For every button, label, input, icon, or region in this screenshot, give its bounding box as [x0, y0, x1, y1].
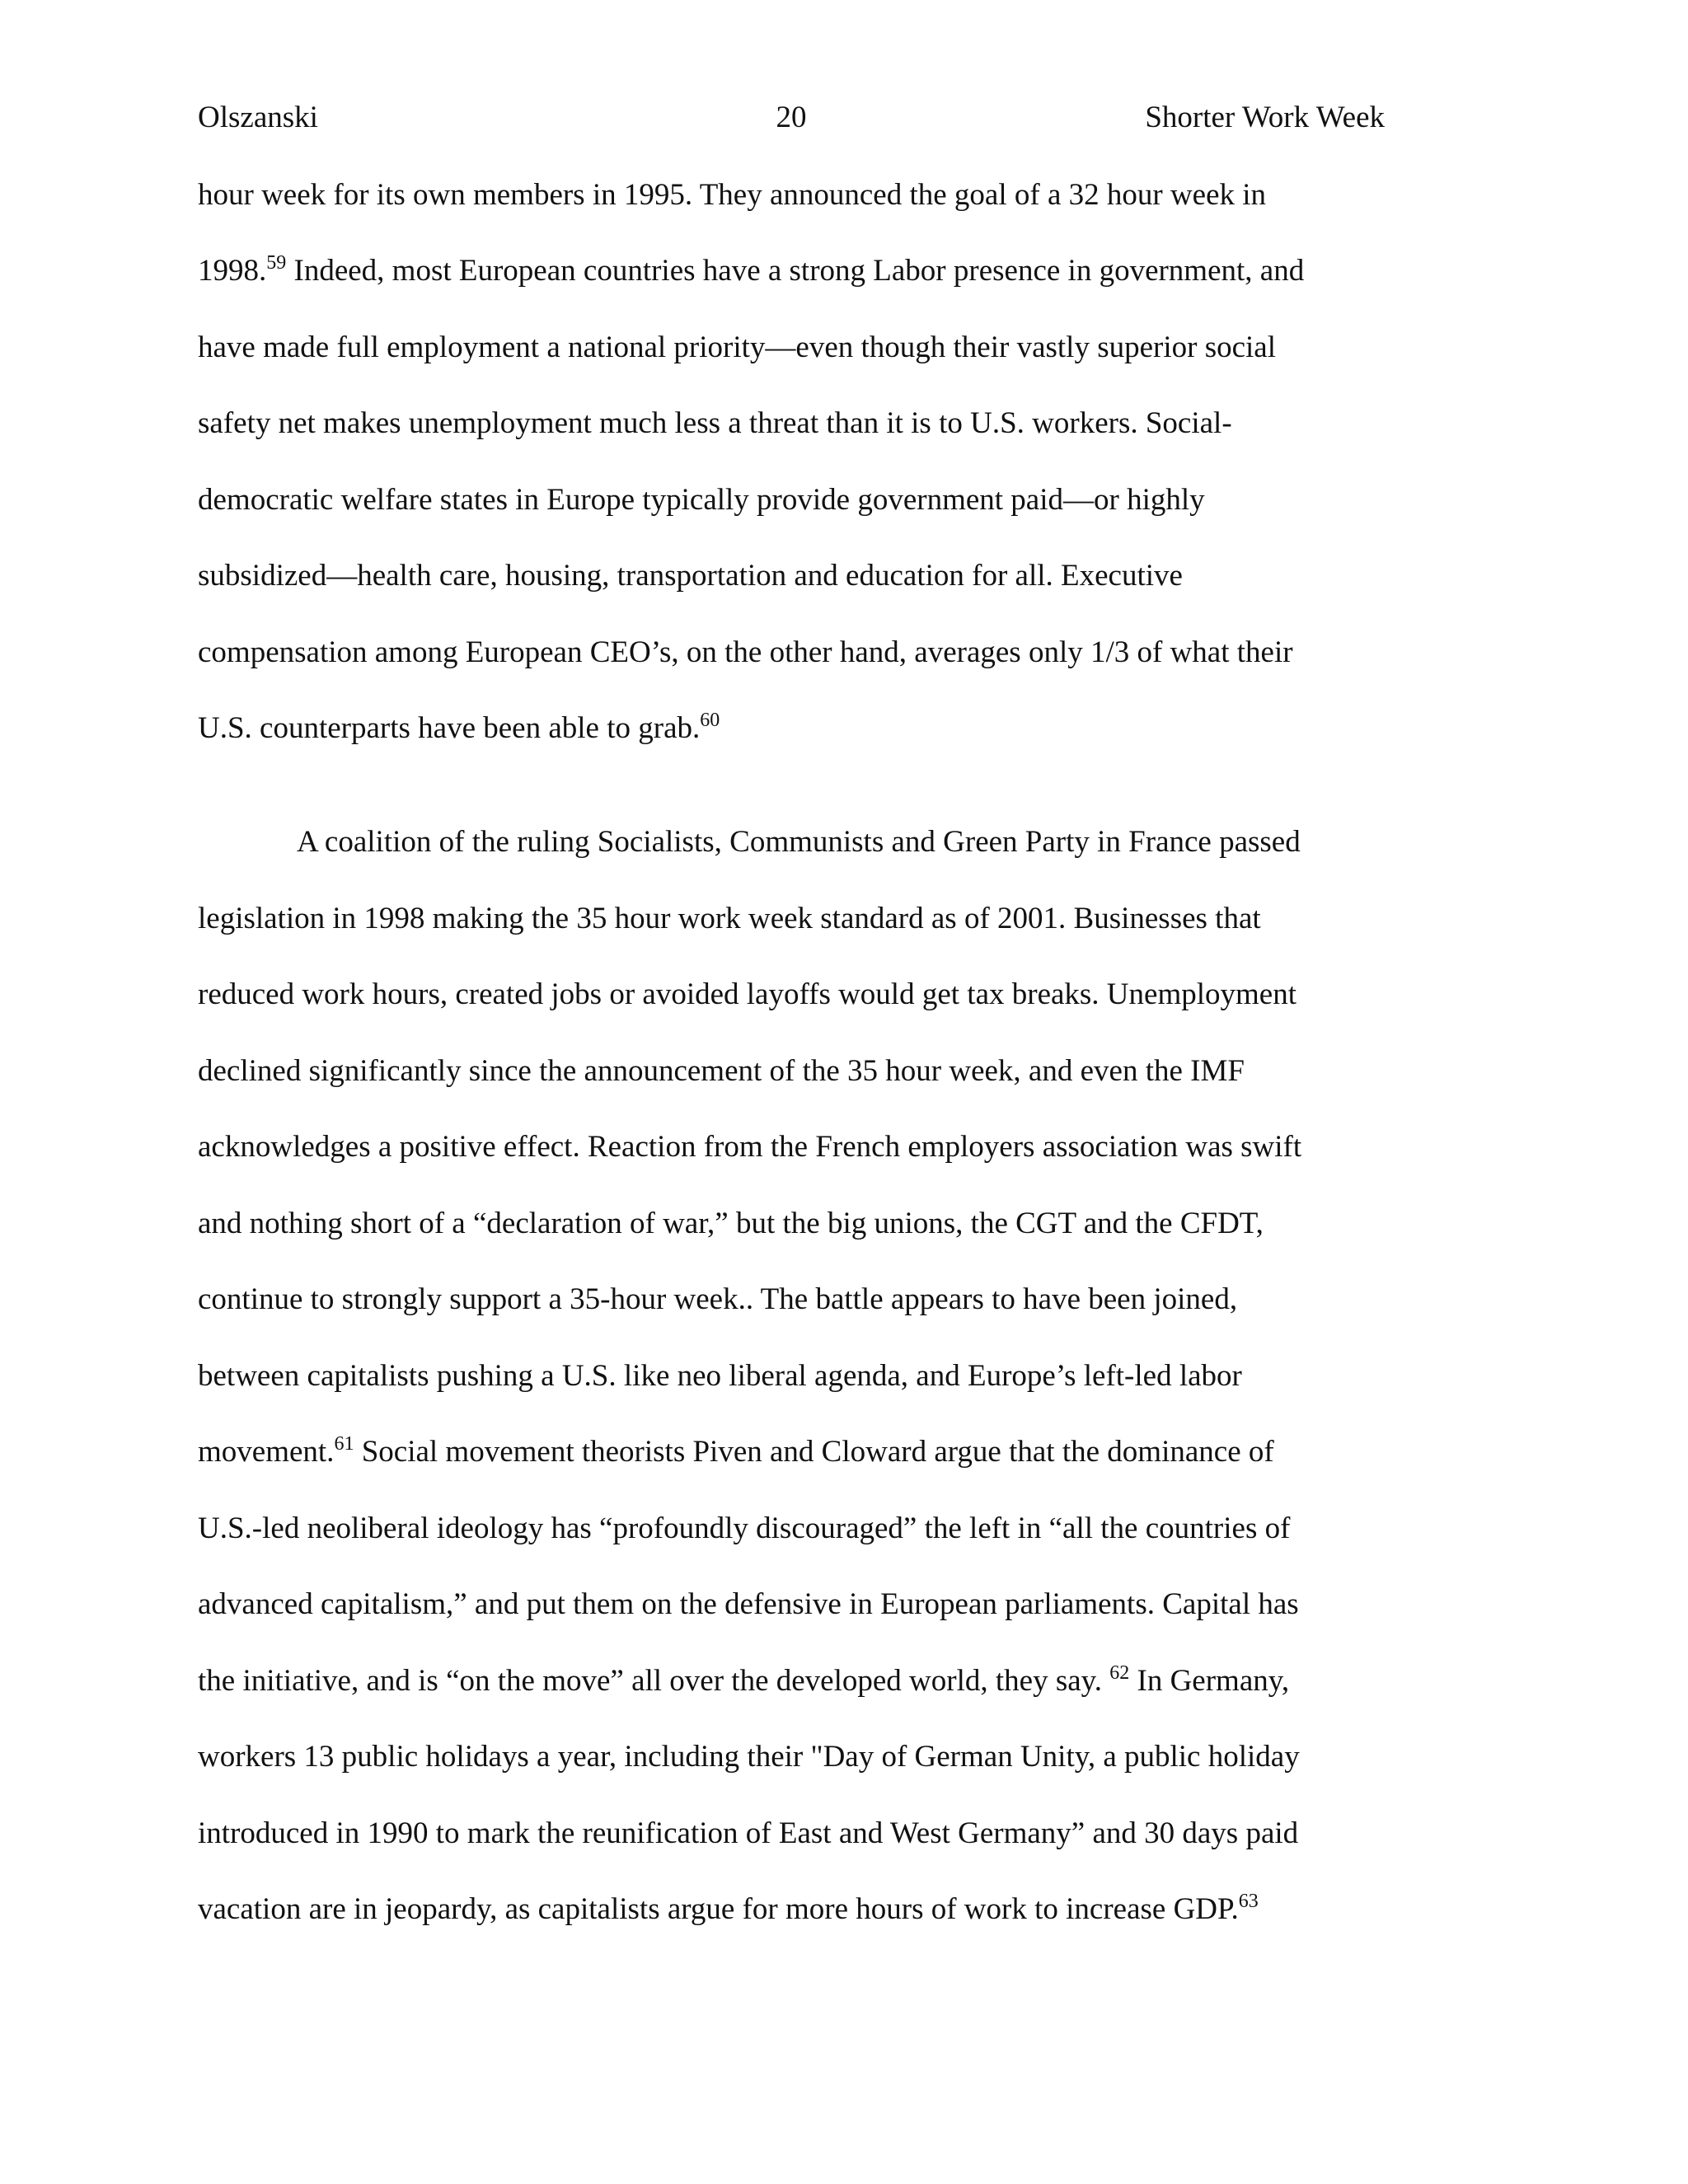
text-line: U.S. counterparts have been able to grab.$^{60}$ [198, 710, 720, 745]
text-line: movement.$^{61}$ Social movement theorists Piven and Cloward argue that the dominance of [198, 1433, 1274, 1469]
paragraph-first-line: A coalition of the ruling Socialists, Communists and Green Party in France passed [297, 825, 1301, 859]
text-line: acknowledges a positive effect. Reaction from the French employers association was swift [198, 1130, 1302, 1164]
text-line: hour week for its own members in 1995. They announced the goal of a 32 hour week in [198, 178, 1267, 212]
footnote-ref: 59 [266, 252, 287, 274]
text-line: U.S.-led neoliberal ideology has “profoundly discouraged” the left in “all the countries of [198, 1511, 1291, 1545]
footnote-ref: 60 [700, 710, 720, 731]
text-line: subsidized—health care, housing, transportation and education for all. Executive [198, 559, 1183, 593]
text-line: and nothing short of a “declaration of war,” but the big unions, the CGT and the CFDT, [198, 1207, 1264, 1240]
text-line: vacation are in jeopardy, as capitalists argue for more hours of work to increase GDP.$^{63}$ [198, 1891, 1259, 1926]
footnote-ref: 63 [1238, 1891, 1259, 1912]
text-line: compensation among European CEO’s, on the other hand, averages only 1/3 of what their [198, 635, 1293, 669]
running-header [198, 97, 1385, 138]
text-line: have made full employment a national priority—even though their vastly superior social [198, 330, 1277, 364]
text-line: democratic welfare states in Europe typically provide government paid—or highly [198, 483, 1205, 517]
footnote-ref: 61 [334, 1433, 354, 1455]
header-page-number: 20 [776, 101, 807, 134]
text-line: legislation in 1998 making the 35 hour work week standard as of 2001. Businesses that [198, 902, 1261, 935]
text-line: declined significantly since the announcement of the 35 hour week, and even the IMF [198, 1054, 1245, 1088]
text-line: 1998.59 Indeed, most European countries have a strong Labor presence in government, and [198, 252, 1305, 288]
text-line: introduced in 1990 to mark the reunification of East and West Germany” and 30 days paid [198, 1816, 1299, 1850]
header-running-title: Shorter Work Week [1145, 101, 1385, 134]
text-line: continue to strongly support a 35-hour week.. The battle appears to have been joined, [198, 1282, 1238, 1316]
text-line: workers 13 public holidays a year, including their "Day of German Unity, a public holiday [198, 1740, 1300, 1774]
text-line: safety net makes unemployment much less a threat than it is to U.S. workers. Social- [198, 406, 1232, 440]
header-author: Olszanski [198, 101, 318, 134]
text-line: reduced work hours, created jobs or avoided layoffs would get tax breaks. Unemployment [198, 977, 1296, 1011]
footnote-ref: 62 [1109, 1662, 1130, 1684]
text-line: between capitalists pushing a U.S. like neo liberal agenda, and Europe’s left-led labor [198, 1359, 1242, 1393]
text-line: advanced capitalism,” and put them on the defensive in European parliaments. Capital has [198, 1587, 1299, 1621]
text-line: the initiative, and is “on the move” all over the developed world, they say. $^{62}$ In Germany, [198, 1662, 1290, 1698]
